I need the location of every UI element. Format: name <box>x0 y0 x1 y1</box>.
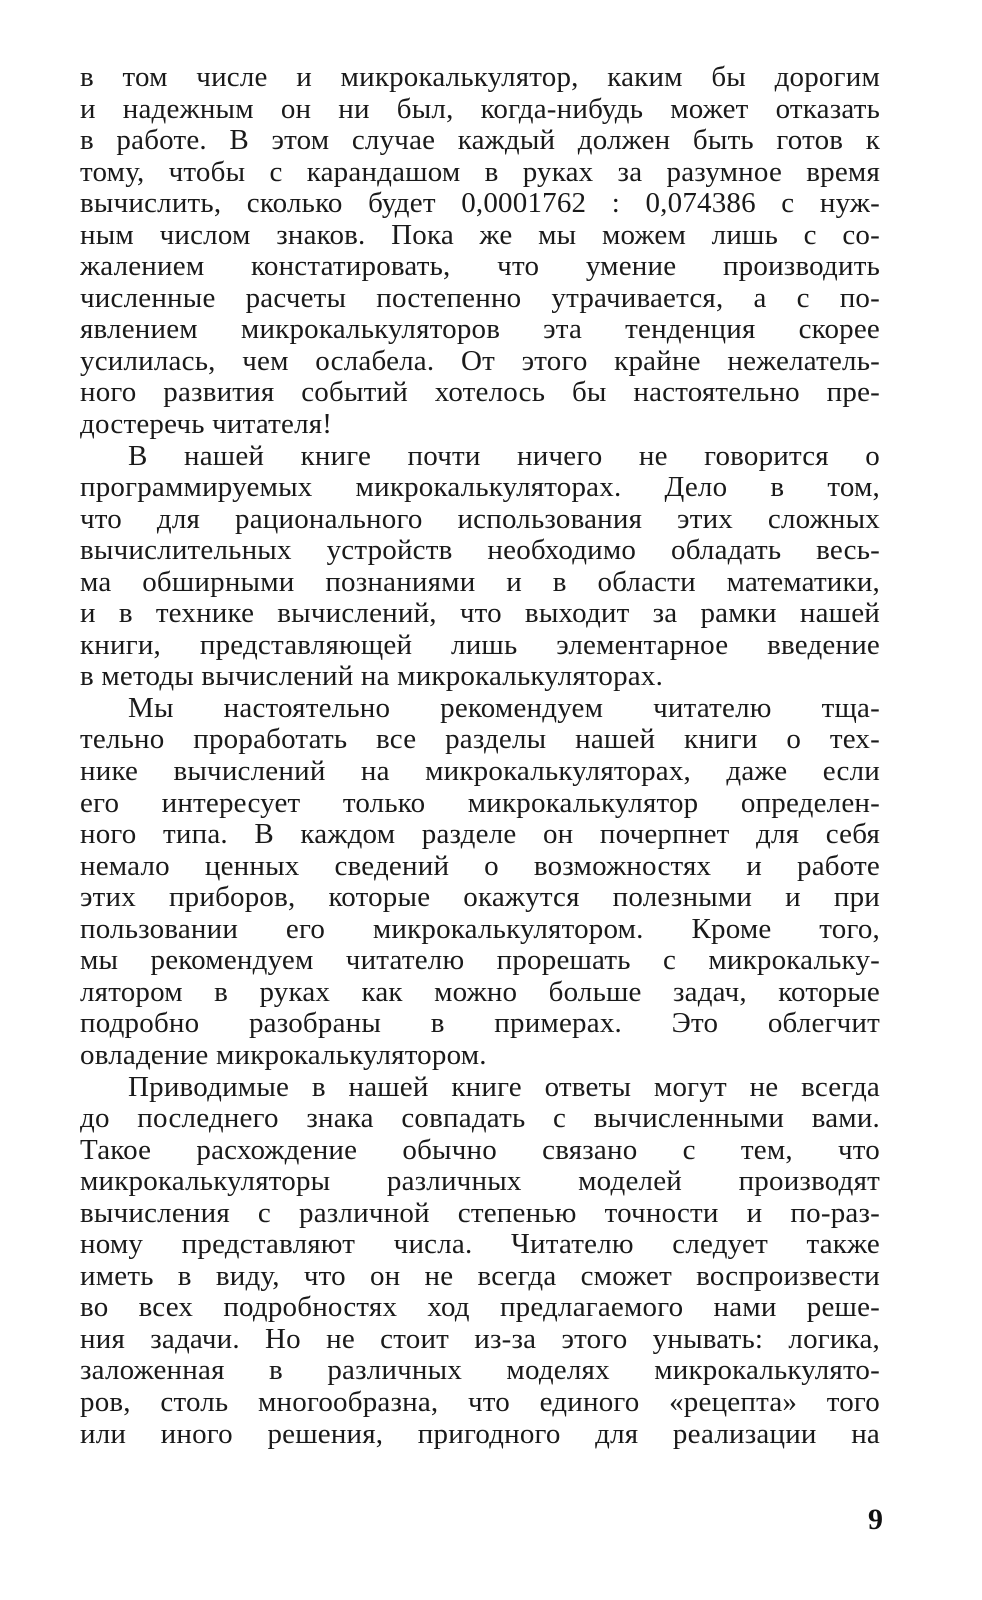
text-line: тельно проработать все разделы нашей книги о тех- <box>80 724 880 756</box>
text-line: Приводимые в нашей книге ответы могут не всегда <box>128 1071 880 1103</box>
text-line: ным числом знаков. Пока же мы можем лишь с со- <box>80 219 880 251</box>
text-line: заложенная в различных моделях микрокалькулято- <box>80 1355 880 1387</box>
text-line: ния задачи. Но не стоит из-за этого унывать: логика, <box>80 1323 880 1355</box>
body-text <box>80 62 880 1450</box>
text-line: немало ценных сведений о возможностях и работе <box>80 850 880 882</box>
text-line: явлением микрокалькуляторов эта тенденция скорее <box>80 314 880 346</box>
text-line: вычисления с различной степенью точности и по-раз- <box>80 1197 880 1229</box>
text-line: Мы настоятельно рекомендуем читателю тща- <box>128 692 880 724</box>
text-line: программируемых микрокалькуляторах. Дело в том, <box>80 472 880 504</box>
text-line: и надежным он ни был, когда-нибудь может отказать <box>80 93 880 125</box>
text-line: ного типа. В каждом разделе он почерпнет для себя <box>80 819 880 851</box>
text-line: мы рекомендуем читателю прорешать с микрокальку- <box>80 945 880 977</box>
text-line: его интересует только микрокалькулятор определен- <box>80 787 880 819</box>
text-line: до последнего знака совпадать с вычисленными вами. <box>80 1103 880 1135</box>
text-line: Такое расхождение обычно связано с тем, что <box>80 1134 880 1166</box>
text-line: в работе. В этом случае каждый должен быть готов к <box>80 125 880 157</box>
text-line: иметь в виду, что он не всегда сможет воспроизвести <box>80 1260 880 1292</box>
text-line: усилилась, чем ослабела. От этого крайне нежелатель- <box>80 345 880 377</box>
text-line: жалением констатировать, что умение производить <box>80 251 880 283</box>
text-line: в методы вычислений на микрокалькуляторах. <box>80 661 664 693</box>
text-line: вычислить, сколько будет 0,0001762 : 0,074386 с нуж- <box>80 188 880 220</box>
text-line: микрокалькуляторы различных моделей производят <box>80 1166 880 1198</box>
page-number: 9 <box>868 1503 883 1536</box>
text-line: лятором в руках как можно больше задач, которые <box>80 976 880 1008</box>
text-line: подробно разобраны в примерах. Это облегчит <box>80 1008 880 1040</box>
text-line: В нашей книге почти ничего не говорится о <box>128 440 880 472</box>
text-line: достеречь читателя! <box>80 409 333 441</box>
text-line: тому, чтобы с карандашом в руках за разумное время <box>80 156 880 188</box>
text-line: ров, столь многообразна, что единого «рецепта» того <box>80 1386 880 1418</box>
text-line: в том числе и микрокалькулятор, каким бы дорогим <box>80 62 880 93</box>
text-line: книги, представляющей лишь элементарное введение <box>80 629 880 661</box>
text-line: пользовании его микрокалькулятором. Кроме того, <box>80 913 880 945</box>
text-line: во всех подробностях ход предлагаемого нами реше- <box>80 1292 880 1324</box>
text-line: нике вычислений на микрокалькуляторах, даже если <box>80 756 880 788</box>
text-line: или иного решения, пригодного для реализации на <box>80 1418 880 1450</box>
text-line: что для рационального использования этих сложных <box>80 503 880 535</box>
text-line: и в технике вычислений, что выходит за рамки нашей <box>80 598 880 630</box>
text-line: этих приборов, которые окажутся полезными и при <box>80 882 880 914</box>
text-line: овладение микрокалькулятором. <box>80 1039 487 1071</box>
text-line: ного развития событий хотелось бы настоятельно пре- <box>80 377 880 409</box>
text-line: численные расчеты постепенно утрачивается, а с по- <box>80 282 880 314</box>
text-line: вычислительных устройств необходимо обладать весь- <box>80 535 880 567</box>
text-line: ма обширными познаниями и в области математики, <box>80 566 880 598</box>
text-line: ному представляют числа. Читателю следует также <box>80 1229 880 1261</box>
